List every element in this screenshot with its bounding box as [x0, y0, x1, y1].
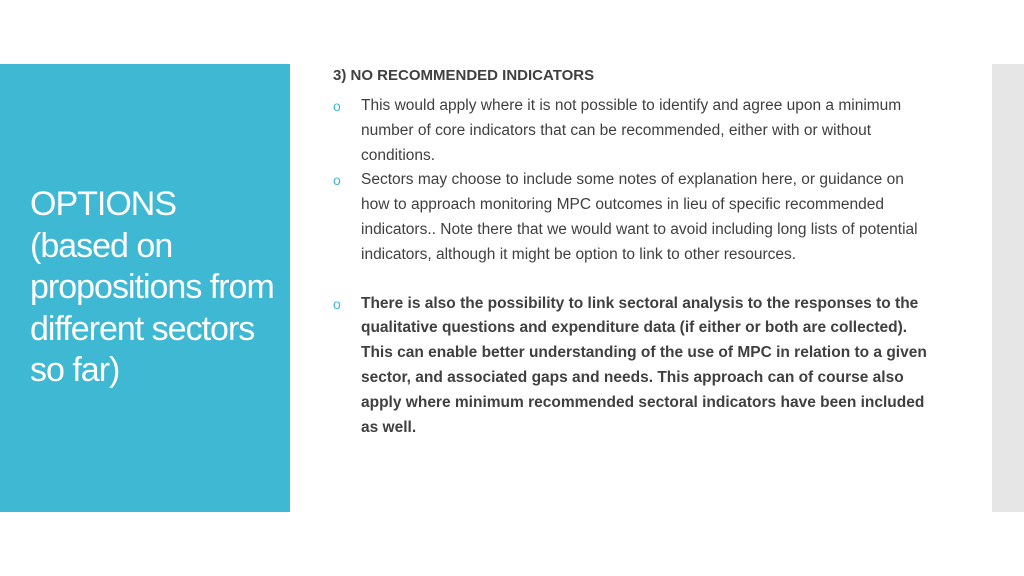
bullet-list [333, 94, 933, 440]
bullet-text: Sectors may choose to include some notes of explanation here, or guidance on how to approach monitoring MPC outcomes in lieu of specific recommended indicators.. Note there that we would want to avoid including long lists of potential indicators, although it might be option to link to other resources. [361, 171, 918, 263]
title-panel [0, 64, 290, 512]
bullet-text: This would apply where it is not possible to identify and agree upon a minimum number of core indicators that can be recommended, either with or without conditions. [361, 97, 902, 164]
list-item [333, 168, 933, 267]
slide-title: OPTIONS (based on propositions from different sectors so far) [30, 185, 274, 389]
section-heading: 3) NO RECOMMENDED INDICATORS [333, 67, 595, 84]
list-item [333, 94, 933, 168]
list-item [333, 292, 933, 441]
bullet-text: There is also the possibility to link sectoral analysis to the responses to the qualitative questions and expenditure data (if either or both are collected). This can enable better understanding of the use of MPC in relation to a given sector, and associated gaps and needs. This approach can of course also apply where minimum recommended sectoral indicators have been included as well. [361, 294, 927, 436]
bullet-circle-icon: o [333, 172, 341, 189]
side-decoration-bar [992, 64, 1024, 512]
slide-content [333, 64, 933, 440]
bullet-circle-icon: o [333, 98, 341, 114]
bullet-circle-icon: o [333, 295, 341, 312]
